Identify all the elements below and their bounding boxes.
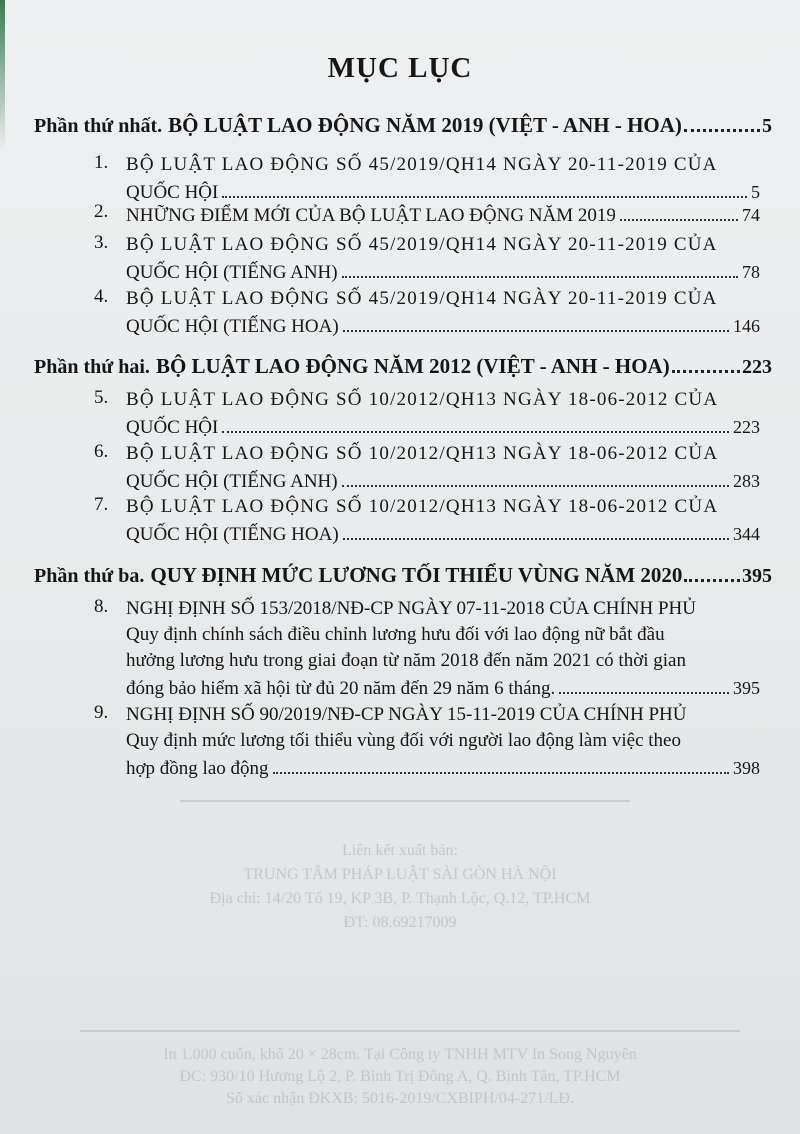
entry-title-cont: QUỐC HỘI (TIẾNG ANH) <box>126 471 338 492</box>
leader-dots <box>273 754 729 774</box>
entry-number: 2. <box>94 201 109 222</box>
bleed-line: Số xác nhận ĐKXB: 5016-2019/CXBIPH/04-271/LĐ. <box>226 1090 574 1107</box>
entry-title: BỘ LUẬT LAO ĐỘNG SỐ 10/2012/QH13 NGÀY 18-06-2012 CỦA <box>126 389 719 410</box>
entry-page: 283 <box>733 471 760 491</box>
entry-page: 344 <box>733 524 760 544</box>
entry-number: 7. <box>94 494 109 515</box>
part-heading <box>34 563 772 593</box>
entry-title-cont: hợp đồng lao động <box>126 758 269 779</box>
entry-subtitle: Quy định mức lương tối thiểu vùng đối với người lao động làm việc theo <box>126 730 681 751</box>
entry-number: 5. <box>94 387 109 408</box>
bleed-line: Liên kết xuất bản: <box>342 842 458 859</box>
entry-page: 146 <box>733 316 760 336</box>
entry-title: NGHỊ ĐỊNH SỐ 90/2019/NĐ-CP NGÀY 15-11-2019 CỦA CHÍNH PHỦ <box>126 704 687 725</box>
part-label: Phần thứ hai. <box>34 356 150 378</box>
entry-title: BỘ LUẬT LAO ĐỘNG SỐ 10/2012/QH13 NGÀY 18-06-2012 CỦA <box>126 496 719 517</box>
toc-entry <box>94 441 760 493</box>
entry-title: NHỮNG ĐIỂM MỚI CỦA BỘ LUẬT LAO ĐỘNG NĂM 2019 <box>126 205 616 226</box>
toc-entry <box>94 201 760 227</box>
entry-page: 78 <box>742 262 760 282</box>
entry-number: 9. <box>94 702 109 723</box>
leader-dots <box>342 258 738 278</box>
entry-number: 1. <box>94 152 109 173</box>
entry-title: NGHỊ ĐỊNH SỐ 153/2018/NĐ-CP NGÀY 07-11-2018 CỦA CHÍNH PHỦ <box>126 598 696 619</box>
leader-dots <box>222 178 747 198</box>
toc-entry <box>94 387 760 439</box>
toc-entry <box>94 232 760 284</box>
entry-title-cont: đóng bảo hiểm xã hội từ đủ 20 năm đến 29 năm 6 tháng. <box>126 678 556 699</box>
entry-title: BỘ LUẬT LAO ĐỘNG SỐ 45/2019/QH14 NGÀY 20-11-2019 CỦA <box>126 154 718 175</box>
part-page: 5 <box>762 115 772 137</box>
entry-page: 74 <box>742 205 760 225</box>
part-title: BỘ LUẬT LAO ĐỘNG NĂM 2012 (VIỆT - ANH - HOA) <box>155 354 670 378</box>
entry-subtitle: hưởng lương hưu trong giai đoạn từ năm 2018 đến năm 2021 có thời gian <box>126 650 686 671</box>
entry-title: BỘ LUẬT LAO ĐỘNG SỐ 45/2019/QH14 NGÀY 20-11-2019 CỦA <box>126 234 718 255</box>
part-heading <box>34 354 772 384</box>
entry-title: BỘ LUẬT LAO ĐỘNG SỐ 45/2019/QH14 NGÀY 20-11-2019 CỦA <box>126 288 718 309</box>
bleed-line: ĐC: 930/10 Hương Lộ 2, P. Bình Trị Đông A, Q. Bình Tân, TP.HCM <box>179 1068 621 1085</box>
leader-dots <box>559 674 729 694</box>
bleed-line: ĐT: 08.69217009 <box>343 914 457 931</box>
leader-dots <box>222 413 729 433</box>
bleed-line: Địa chỉ: 14/20 Tổ 19, KP 3B, P. Thạnh Lộc, Q.12, TP.HCM <box>209 890 591 907</box>
leader-dots <box>684 115 760 132</box>
bleed-line: In 1.000 cuốn, khổ 20 × 28cm. Tại Công ty TNHH MTV In Song Nguyên <box>163 1046 637 1063</box>
bleed-rule <box>80 1030 740 1032</box>
toc-entry <box>94 702 760 780</box>
bleed-rule <box>180 800 630 802</box>
part-label: Phần thứ ba. <box>34 565 145 587</box>
entry-page: 398 <box>733 758 760 778</box>
entry-title-cont: QUỐC HỘI (TIẾNG HOA) <box>126 316 339 337</box>
part-heading <box>34 113 772 143</box>
entry-title-cont: QUỐC HỘI (TIẾNG ANH) <box>126 262 338 283</box>
toc-entry <box>94 494 760 546</box>
entry-subtitle: Quy định chính sách điều chỉnh lương hưu đối với lao động nữ bắt đầu <box>126 624 665 645</box>
leader-dots <box>342 467 729 487</box>
leader-dots <box>672 356 740 373</box>
entry-page: 5 <box>751 182 760 202</box>
entry-number: 4. <box>94 286 109 307</box>
part-page: 223 <box>742 356 772 378</box>
entry-title-cont: QUỐC HỘI (TIẾNG HOA) <box>126 524 339 545</box>
part-title: QUY ĐỊNH MỨC LƯƠNG TỐI THIỂU VÙNG NĂM 2020 <box>150 563 683 587</box>
entry-title: BỘ LUẬT LAO ĐỘNG SỐ 10/2012/QH13 NGÀY 18-06-2012 CỦA <box>126 443 719 464</box>
entry-number: 6. <box>94 441 109 462</box>
entry-page: 223 <box>733 417 760 437</box>
leader-dots <box>684 565 740 582</box>
part-label: Phần thứ nhất. <box>34 115 163 137</box>
leader-dots <box>343 312 729 332</box>
toc-entry <box>94 152 760 204</box>
part-title: BỘ LUẬT LAO ĐỘNG NĂM 2019 (VIỆT - ANH - HOA) <box>168 113 682 137</box>
entry-title-cont: QUỐC HỘI <box>126 417 219 438</box>
leader-dots <box>620 201 738 221</box>
page-title: MỤC LỤC <box>327 52 473 84</box>
bleed-line: TRUNG TÂM PHÁP LUẬT SÀI GÒN HÀ NỘI <box>243 866 557 883</box>
toc-entry <box>94 286 760 338</box>
toc-entry <box>94 596 760 700</box>
entry-number: 3. <box>94 232 109 253</box>
part-page: 395 <box>742 565 772 587</box>
entry-number: 8. <box>94 596 109 617</box>
entry-page: 395 <box>733 678 760 698</box>
leader-dots <box>343 520 729 540</box>
entry-title-cont: QUỐC HỘI <box>126 182 219 203</box>
